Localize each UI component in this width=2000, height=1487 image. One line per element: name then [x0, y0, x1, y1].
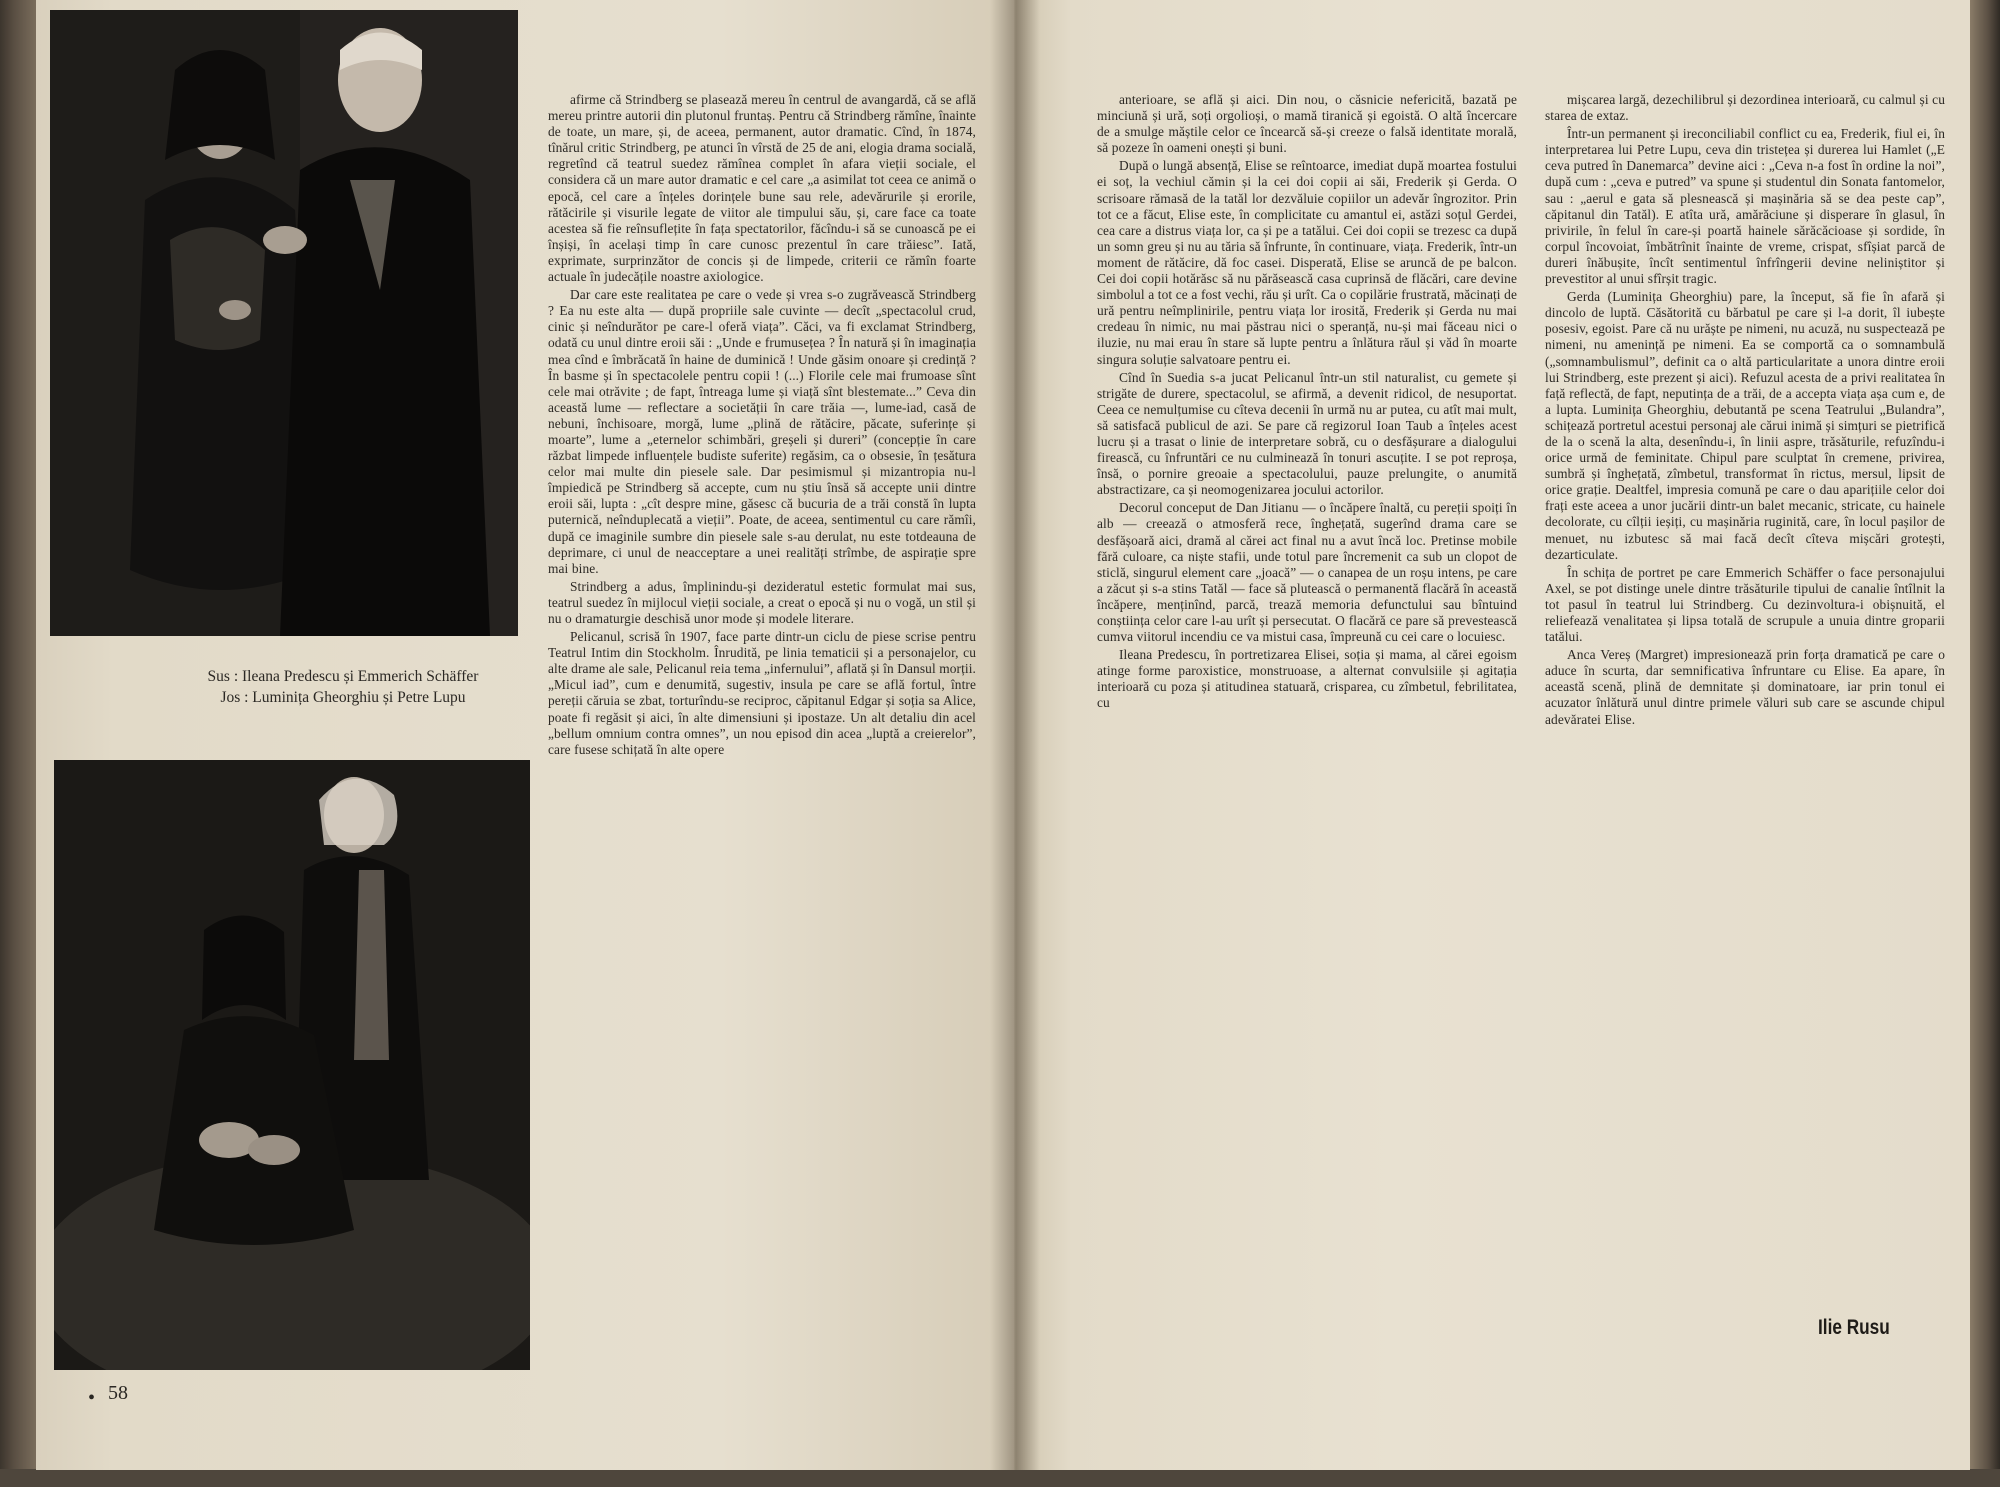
- paragraph: anterioare, se află și aici. Din nou, o căsnicie nefericită, bazată pe minciună și ură, soți orgolioși, o mamă tiranică și egoistă. O altă încercare de a smulge măștile celor ce încearcă să-și creeze o falsă identitate morală, să pozeze în oameni onești și buni.: [1097, 92, 1517, 156]
- book-gutter: [990, 0, 1040, 1470]
- photo-caption: [178, 666, 508, 708]
- book-binding-left: [0, 0, 36, 1487]
- paragraph: afirme că Strindberg se plasează mereu în centrul de avangardă, că se află mereu printre autorii din plutonul fruntaș. Pentru că Strindberg rămîne, înainte de toate, un mare, și, de aceea, permanent, autor dramatic. Cînd, în 1874, tînărul critic Strindberg, pe atunci în vîrstă de 25 de ani, elogia drama socială, regretînd că teatrul suedez rămînea complet în afara vieții sociale, el considera că un mare autor dramatic e cel care „a asimilat tot ceea ce animă o epocă, cel care a înțeles dorințele bune sau rele, adevărurile și erorile, rătăcirile și visurile legate de viitor ale timpului său, și, care face ca toate acestea să fie reînsuflețite în fața spectatorilor, făcîndu-i să se cunoască pe ei înșiși, în același timp în care cunosc prezentul în care trăiesc”. Iată, exprimate, surprinzător de concis și de limpede, criterii ce rămîn foarte actuale în judecățile noastre axiologice.: [548, 92, 976, 285]
- article-column-left: [548, 92, 976, 760]
- paragraph: Cînd în Suedia s-a jucat Pelicanul într-un stil naturalist, cu gemete și strigăte de durere, spectacolul, se afirmă, a devenit ridicol, de nesuportat. Ceea ce nemulțumise cu cîteva decenii în urmă nu ar putea, cu atît mai mult, să satisfacă publicul de azi. Se pare că regizorul Ioan Taub a înțeles acest lucru și a trasat o linie de interpretare sobră, cu o desfășurare a dialogului firească, cu înfruntări ce nu culminează în tonuri ascuțite. I se pot reproșa, însă, o pornire greoaie a spectacolului, pauze prelungite, o anumită abstractizare, ca și neomogenizarea jocului actorilor.: [1097, 369, 1517, 498]
- paragraph: În schița de portret pe care Emmerich Schäffer o face personajului Axel, se pot distinge unele dintre trăsăturile tipului de canalie întîlnit la tot pasul în teatrul lui Strindberg. Cu dezinvoltura-i obișnuită, el reliefează venalitatea și lipsa totală de scrupule a unuia dintre groparii tatălui.: [1545, 564, 1945, 645]
- author-signature: Ilie Rusu: [1818, 1316, 1890, 1339]
- book-binding-bottom: [0, 1469, 2000, 1487]
- photo-bottom-illustration: [54, 760, 530, 1370]
- paragraph: Ileana Predescu, în portretizarea Elisei, soția și mama, al cărei egoism atinge forme paroxistice, monstruoase, a alternat convulsiile și agitația interioară cu poza și atitudinea statuară, crisparea, cu zîmbetul, febrilitatea, cu: [1097, 647, 1517, 711]
- paragraph: Pelicanul, scrisă în 1907, face parte dintr-un ciclu de piese scrise pentru Teatrul Intim din Stockholm. Înrudită, pe linia tematicii și a personajelor, cu alte drame ale sale, Pelicanul reia tema „infernului”, aflată și în Dansul morții. „Micul iad”, cum e denumită, sugestiv, insula pe care se află fortul, între pereții căruia se zbat, torturîndu-se reciproc, căpitanul Edgar și soția sa Alice, poate fi regăsit și aici, în alte dimensiuni și ipostaze. Un alt detaliu din acel „bellum omnium contra omnes”, un nou episod din acea „luptă a creierelor”, care fusese schițată în alte opere: [548, 629, 976, 757]
- photo-top-illustration: [50, 10, 518, 636]
- photo-bottom: [54, 760, 530, 1370]
- caption-bottom-line: Jos : Luminița Gheorghiu și Petre Lupu: [220, 689, 466, 706]
- paragraph: Strindberg a adus, împlinindu-și dezideratul estetic formulat mai sus, teatrul suedez în mijlocul vieții sociale, a creat o epocă și nu o vogă, un stil și nu o dramaturgie deschisă unor mode și modele literare.: [548, 578, 976, 626]
- paragraph: După o lungă absență, Elise se reîntoarce, imediat după moartea fostului ei soț, la vechiul cămin și la cei doi copii ai săi, Frederik și Gerda. O scrisoare rămasă de la tatăl lor dezvăluie copiilor un adevăr îngrozitor. Prin tot ce a făcut, Elise este, în complicitate cu amantul ei, astăzi soțul Gerdei, cea care a distrus viața lor, ca și pe a tatălui. Cei doi copii se trezesc ca după un somn greu și nu au tăria să înfrunte, în continuare, viața. Frederik, într-un moment de rătăcire, dă foc casei. Disperată, Elise se aruncă de pe balcon. Cei doi copii hotărăsc să nu părăsească casa cuprinsă de flăcări, care devine simbolul a tot ce a fost vechi, rău și urît. Ca o copilărie frustrată, măcinați de ură pentru neîmplinirile, pentru viața lor irosită, Frederik și Gerda nu mai credeau în nimic, nu mai păstrau nici o speranță, nu-și mai făceau nici o iluzie, nu mai erau în stare să lupte pentru a înlătura răul și văd în moarte singura soluție salvatoare pentru ei.: [1097, 158, 1517, 367]
- paragraph: Dar care este realitatea pe care o vede și vrea s-o zugrăvească Strindberg ? Ea nu este alta — după propriile sale cuvinte — decît „spectacolul crud, cinic și neîndurător pe care-l oferă viața”. Căci, va fi exclamat Strindberg, odată cu unul dintre eroii săi : „Unde e frumusețea ? În natură și în imaginația mea cînd e îmbrăcată în haine de duminică ! Unde găsim onoare și credință ? În basme și în spectacolele pentru copii ! (...) Florile cele mai frumoase sînt cele mai otrăvite ; de fapt, întreaga lume și viață sînt blestemate...” Ceva din această lume — reflectare a societății în care trăia —, lume-iad, casă de nebuni, închisoare, morgă, lume „plină de rătăcire, păcate, suferințe și moarte”, lume a „eternelor schimbări, greșeli și dureri” (concepție în care răzbat limpede influențele budiste suferite) regăsim, ca o obsesie, în țesătura celor mai multe din piesele sale. Dar pesimismul și mizantropia nu-l împiedică pe Strindberg să accepte, cum nu știu însă să accepte unii dintre eroii săi, lupta : „cît despre mine, găsesc că bucuria de a trăi constă în lupta puternică, neînduplecată a vieții”. Poate, de aceea, sentimentul cu care rămîi, după ce imaginile sumbre din piesele sale s-au derulat, nu este totdeauna de deprimare, ci unul de neacceptare a unei realități strîmbe, de aspirație spre mai bine.: [548, 287, 976, 576]
- paragraph: Într-un permanent și ireconciliabil conflict cu ea, Frederik, fiul ei, în interpretarea lui Petre Lupu, ceva din tristețea și durerea lui Hamlet („E ceva putred în Danemarca” devine aici : „Ceva n-a fost în ordine la noi”, după cum : „ceva e putred” va spune și studentul din Sonata fantomelor, sau : „aerul e gata să plesnească și mașinăria să se dea peste cap”, căpitanul din Tatăl). E atîta ură, amărăciune și disperare în glasul, în privirile, în felul în care-și poartă hainele sărăcăcioase și sordide, în corpul încovoiat, îmbătrînit înainte de vreme, crispat, sfîșiat parcă de dureri înăbușite, încît sentimentul înfrîngerii devine neliniștitor și prevestitor al unui sfîrșit tragic.: [1545, 126, 1945, 287]
- article-column-right: [1545, 92, 1945, 730]
- article-column-middle: [1097, 92, 1517, 714]
- paragraph: Anca Vereș (Margret) impresionează prin forța dramatică pe care o aduce în scurta, dar semnificativa înfruntare cu Elise. Ea apare, în această scenă, plină de demnitate și dominatoare, iar prin tonul ei acuzator înlătură unul dintre primele văluri sub care se ascunde chipul adevăratei Elise.: [1545, 647, 1945, 727]
- photo-top: [50, 10, 518, 636]
- page-number-bullet: •: [88, 1387, 96, 1409]
- caption-top-line: Sus : Ileana Predescu și Emmerich Schäffer: [207, 668, 479, 685]
- paragraph: Decorul conceput de Dan Jitianu — o încăpere înaltă, cu pereții spoiți în alb — creează o atmosferă rece, înghețată, sugerînd drama care se desfășoară aici, dramă al cărei act final nu a avut încă loc. Pretinse mobile fără culoare, ca niște stafii, unde totul pare încremenit ca sub un clopot de sticlă, singurul element care „joacă” — o canapea de un roșu intens, pe care a zăcut și s-a stins Tatăl — face să plutească o permanentă flacără în această încăpere, menținînd, parcă, trează memoria defunctului sau bîntuind conștiința celor care l-au urît și persecutat. O flacără ce pare să prevestească cumva viitorul incendiu ce va mistui casa, împreună cu cei care o locuiesc.: [1097, 500, 1517, 645]
- paragraph: Gerda (Luminița Gheorghiu) pare, la început, să fie în afară și dincolo de luptă. Căsătorită cu bărbatul pe care și l-a dorit, îl iubește posesiv, egoist. Pare că nu urăște pe nimeni, nu acuză, nu suspectează pe nimeni, nu amenință pe nimeni. Ea se comportă ca o somnambulă („somnambulismul”, definit ca o altă particularitate a unora dintre eroii lui Strindberg, este prezent și aici). Refuzul acesta de a privi realitatea în față reflectă, de fapt, neputința de a trăi, de a accepta viața așa cum e, de a lupta. Luminița Gheorghiu, debutantă pe scena Teatrului „Bulandra”, schițează portretul acestui personaj ale cărui inimă și simțuri se pietrifică de la o scenă la alta, desenîndu-i, în linii aspre, trăsăturile, refuzîndu-i orice urmă de feminitate. Chipul pare sculptat în cremene, privirea, sumbră și înghețată, zîmbetul, transformat în rictus, mersul, lipsit de orice grație. Dealtfel, impresia comună pe care o dau aparițiile celor doi frați este aceea a unor jucării dintr-un balet mecanic, stricate, cu hainele decolorate, cu cîlții ieșiți, cu mașinăria ruginită, care, în locul pașilor de menuet, nu izbutesc să mai facă decît cîteva mișcări grotești, dezarticulate.: [1545, 289, 1945, 562]
- paragraph: mișcarea largă, dezechilibrul și dezordinea interioară, cu calmul și cu starea de extaz.: [1545, 92, 1945, 124]
- book-binding-right: [1970, 0, 2000, 1487]
- page-number: 58: [108, 1382, 128, 1404]
